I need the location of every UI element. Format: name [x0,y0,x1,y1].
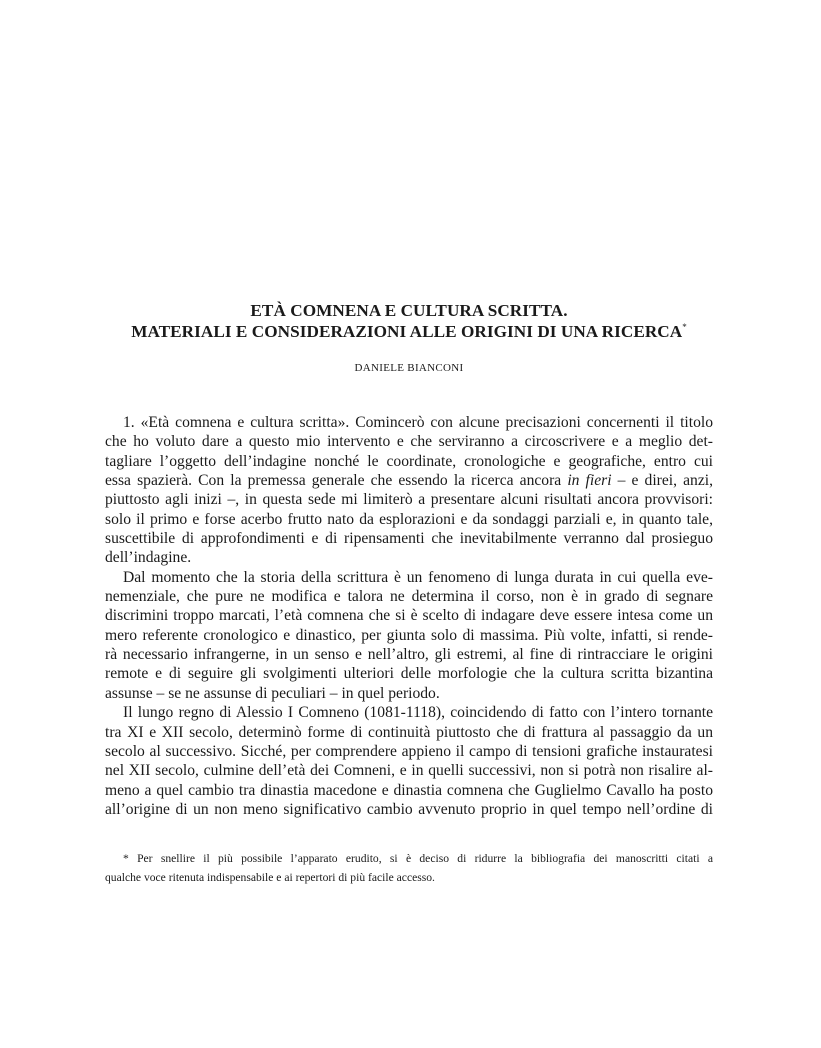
text-line: nemenziale, che pure ne modifica e talora ne determina il corso, non è in grado di segnare [105,588,713,606]
text-line: 1. «Età comnena e cultura scritta». Comincerò con alcune precisazioni concernenti il titolo [123,414,713,431]
text-fragment: essa spazierà. Con la premessa generale che essendo la ricerca ancora [105,472,568,490]
text-line: Dal momento che la storia della scrittura è un fenomeno di lunga durata in cui quella eve- [123,568,713,586]
text-line: meno a quel cambio tra dinastia macedone e dinastia comnena che Guglielmo Cavallo ha posto [105,781,713,799]
italic-phrase: in fieri [567,472,612,490]
text-line: nel XII secolo, culmine dell’età dei Comneni, e in quelli successivi, non si potrà non risalire al- [105,762,713,780]
text-line: suscettibile di approfondimenti e di ripensamenti che inevitabilmente verranno dal prosieguo [105,530,713,548]
paragraph-3 [105,703,713,819]
article-title [105,300,713,342]
document-page [105,0,713,1048]
text-line: rà necessario infrangerne, in un senso e nell’altro, gli estremi, al fine di rintracciare le origini [105,646,713,664]
title-line-1: ETÀ COMNENA E CULTURA SCRITTA. [250,301,568,320]
text-line: mero referente cronologico e dinastico, per giunta solo di massima. Più volte, infatti, si rende- [105,626,713,644]
text-line: tagliare l’oggetto dell’indagine nonché le coordinate, cronologiche e geografiche, entro cui [105,452,713,470]
body-text [105,413,713,819]
author-name: DANIELE BIANCONI [354,362,464,374]
text-line: discrimini troppo marcati, l’età comnena che si è scelto di indagare deve essere intesa come un [105,607,713,625]
title-line-2-text: MATERIALI E CONSIDERAZIONI ALLE ORIGINI DI UNA RICERCA [131,322,683,341]
text-line: dell’indagine. [105,549,192,567]
text-line: che ho voluto dare a questo mio intervento e che serviranno a circoscrivere e a meglio det- [105,433,713,451]
footnote-line: * Per snellire il più possibile l’apparato erudito, si è deciso di ridurre la bibliografia dei manoscritti citati a [123,852,713,865]
title-line-2 [105,321,713,342]
text-line: piuttosto agli inizi –, in questa sede mi limiterò a presentare alcuni risultati ancora provvisori: [105,491,713,509]
text-line: secolo al successivo. Sicché, per comprendere appieno il campo di tensioni grafiche instauratesi [105,742,713,760]
text-fragment: – e direi, anzi, [611,472,714,490]
footnote-line: qualche voce ritenuta indispensabile e ai repertori di più facile accesso. [105,871,435,884]
text-line: tra XI e XII secolo, determinò forme di continuità piuttosto che di frattura al passaggio da un [105,723,713,741]
text-line: assunse – se ne assunse di peculiari – in quel periodo. [105,684,440,702]
text-line: remote e di seguire gli svolgimenti ulteriori delle morfologie che la cultura scritta bizantina [105,665,713,683]
text-line: solo il primo e forse acerbo frutto nato da esplorazioni e da sondaggi parziali e, in quanto tale, [105,510,713,528]
paragraph-1 [105,413,713,568]
text-line: Il lungo regno di Alessio I Comneno (1081-1118), coincidendo di fatto con l’intero tornante [123,704,713,722]
text-line [105,471,713,490]
footnote [105,849,713,887]
paragraph-2 [105,568,713,703]
title-footnote-marker[interactable]: * [682,322,687,332]
text-line: all’origine di un non meno significativo cambio avvenuto proprio in quel tempo nell’ordine di [105,800,713,818]
